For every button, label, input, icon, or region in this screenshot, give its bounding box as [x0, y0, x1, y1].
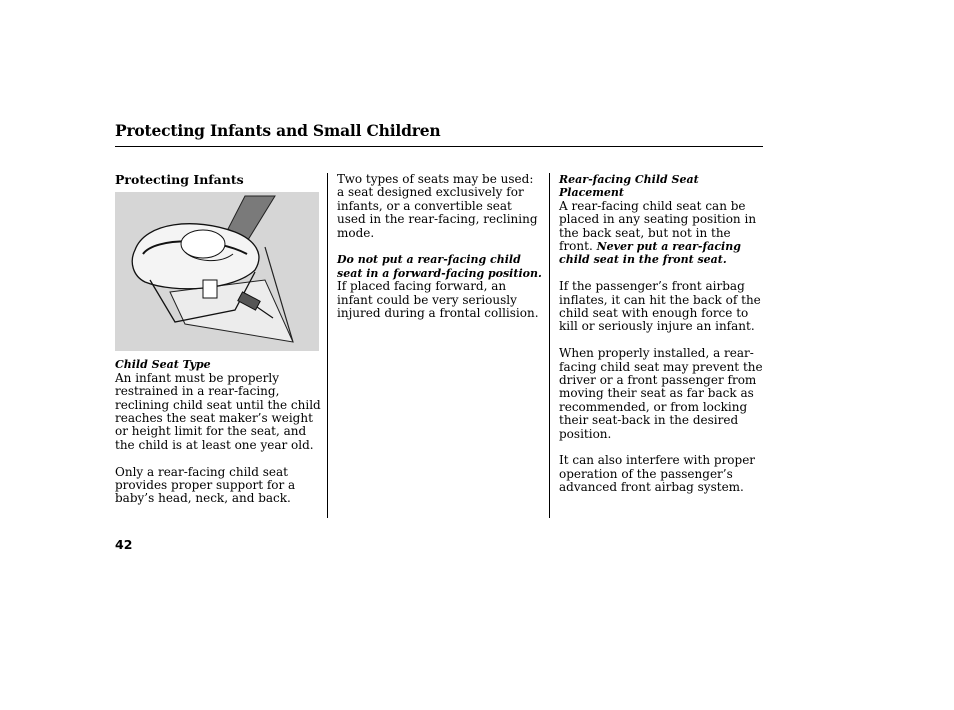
rear-facing-infant-seat-illustration: [115, 192, 319, 351]
paragraph-seat-types: Two types of seats may be used: a seat designed exclusively for infants, or a convertible seat used in the rear-facing, reclining mode.: [337, 172, 538, 240]
subheading-child-seat-type: Child Seat Type: [115, 358, 211, 372]
placement-text: A rear-facing child seat can be placed in any seating position in the back seat, but not in the front.: [559, 198, 757, 254]
subheading-seat-placement: Rear-facing Child Seat Placement: [559, 173, 699, 200]
page-number: 42: [115, 537, 133, 552]
placement-emphasis: Never put a rear-facing child seat in the front seat.: [559, 240, 741, 267]
warning-text: If placed facing forward, an infant could be very seriously injured during a frontal collision.: [337, 279, 539, 321]
warning-emphasis: Do not put a rear-facing child seat in a forward-facing position.: [337, 253, 542, 280]
paragraph-placement: [559, 200, 765, 267]
section-heading-protecting-infants: Protecting Infants: [115, 172, 244, 187]
infant-seat-drawing: [115, 192, 319, 351]
paragraph-seat-adjustment: When properly installed, a rear-facing child seat may prevent the driver or a front passenger from moving their seat as far back as recommended, or from locking their seat-back in the desired position.: [559, 346, 763, 441]
column-divider-2: [549, 173, 550, 518]
page-title: Protecting Infants and Small Children: [115, 121, 441, 140]
paragraph-airbag-interference: It can also interfere with proper operation of the passenger’s advanced front airbag system.: [559, 453, 756, 495]
paragraph-forward-facing-warning: [337, 253, 543, 320]
paragraph-airbag-warning: If the passenger’s front airbag inflates, it can hit the back of the child seat with enough force to kill or seriously injure an infant.: [559, 279, 761, 334]
column-3: [559, 173, 765, 508]
paragraph-rear-facing-support: Only a rear-facing child seat provides proper support for a baby’s head, neck, and back.: [115, 464, 296, 506]
column-2: [337, 173, 543, 334]
paragraph-infant-restraint: An infant must be properly restrained in a rear-facing, reclining child seat until the child reaches the seat maker’s weight or height limit for the seat, and the child is at least one year old.: [115, 370, 321, 452]
column-1: [115, 173, 321, 519]
column-divider-1: [327, 173, 328, 518]
title-divider: [115, 146, 763, 147]
